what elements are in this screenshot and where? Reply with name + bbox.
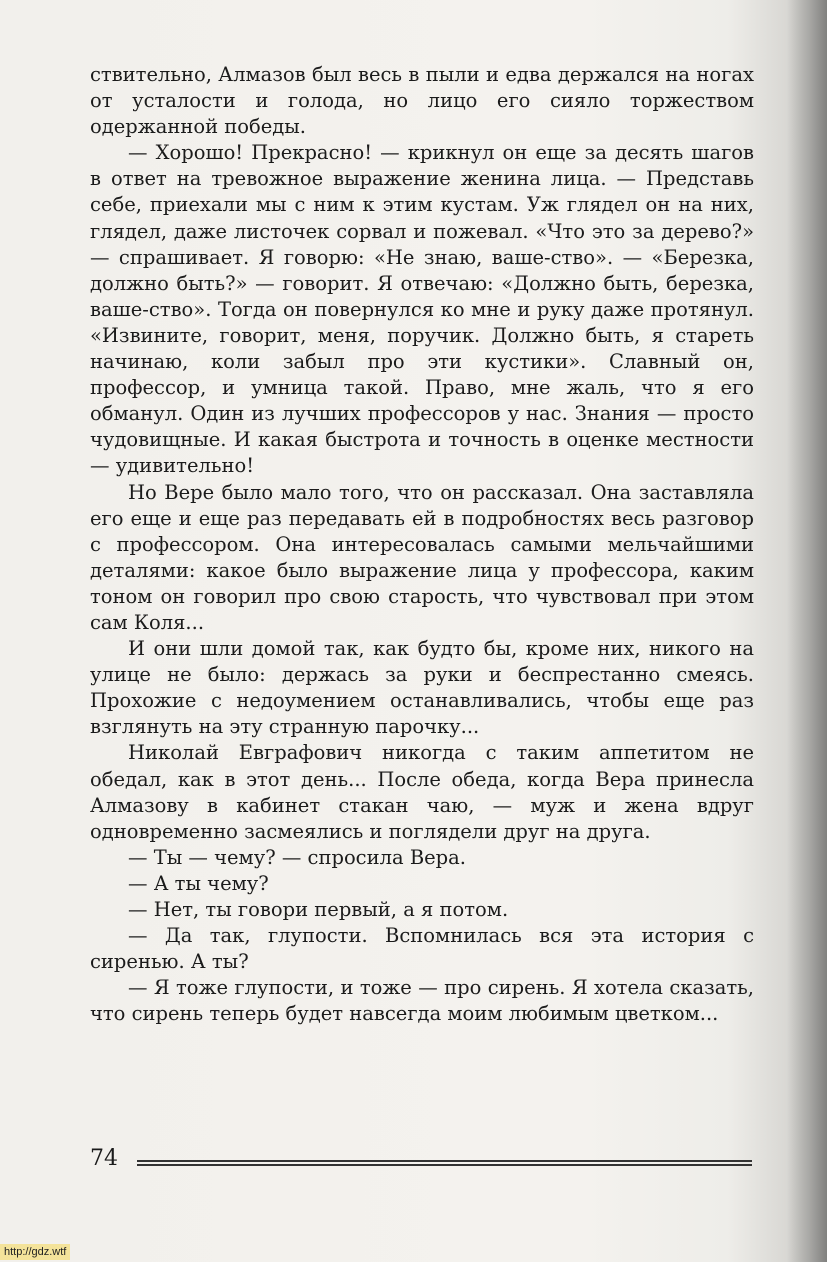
dialogue-line: — Ты — чему? — спросила Вера. [128, 845, 466, 869]
spine-shadow [787, 0, 827, 1262]
dialogue-line: — Я тоже глупости, и тоже — про сирень. Я хотела сказать, что сирень теперь будет навсегда моим любимым цветком... [90, 976, 754, 1026]
paragraph: Но Вере было мало того, что он рассказал. Она заставляла его еще и еще раз передавать ей в подробностях весь разговор с профессором. Она интересовалась самыми мельчайшими деталями: какое было выражение лица у профессора, каким тоном он говорил про свою старость, что чувствовал при этом сам Коля... [90, 480, 754, 634]
watermark-link[interactable]: http://gdz.wtf [0, 1244, 70, 1260]
dialogue-line: — Да так, глупости. Вспомнилась вся эта история с сиренью. А ты? [90, 924, 754, 974]
paragraph: — Хорошо! Прекрасно! — крикнул он еще за десять шагов в ответ на тревожное выражение женина лица. — Представь себе, приехали мы с ним к этим кустам. Уж глядел он на них, глядел, даже листочек сорвал и пожевал. «Что это за дерево?» — спрашивает. Я говорю: «Не знаю, ваше-ство». — «Березка, должно быть?» — говорит. Я отвечаю: «Должно быть, березка, ваше-ство». Тогда он повернулся ко мне и руку даже протянул. «Извините, говорит, меня, поручик. Должно быть, я стареть начинаю, коли забыл про эти кустики». Славный он, профессор, и умница такой. Право, мне жаль, что я его обманул. Один из лучших профессоров у нас. Знания — просто чудовищные. И какая быстрота и точность в оценке местности — удивительно! [90, 141, 754, 478]
paragraph: И они шли домой так, как будто бы, кроме них, никого на улице не было: держась за руки и беспрестанно смеясь. Прохожие с недоумением останавливались, чтобы еще раз взглянуть на эту странную парочку... [90, 637, 754, 739]
paragraph: Николай Евграфович никогда с таким аппетитом не обедал, как в этот день... После обеда, когда Вера принесла Алмазову в кабинет стакан чаю, — муж и жена вдруг одновременно засмеялись и поглядели друг на друга. [90, 741, 754, 843]
body-text [90, 62, 754, 1027]
page-number: 74 [90, 1146, 118, 1171]
paragraph: ствительно, Алмазов был весь в пыли и едва держался на ногах от усталости и голода, но лицо его сияло торжеством одержанной победы. [90, 63, 754, 139]
dialogue-line: — Нет, ты говори первый, а я потом. [128, 898, 509, 921]
footer-rule [137, 1160, 752, 1166]
dialogue-line: — А ты чему? [128, 871, 269, 895]
